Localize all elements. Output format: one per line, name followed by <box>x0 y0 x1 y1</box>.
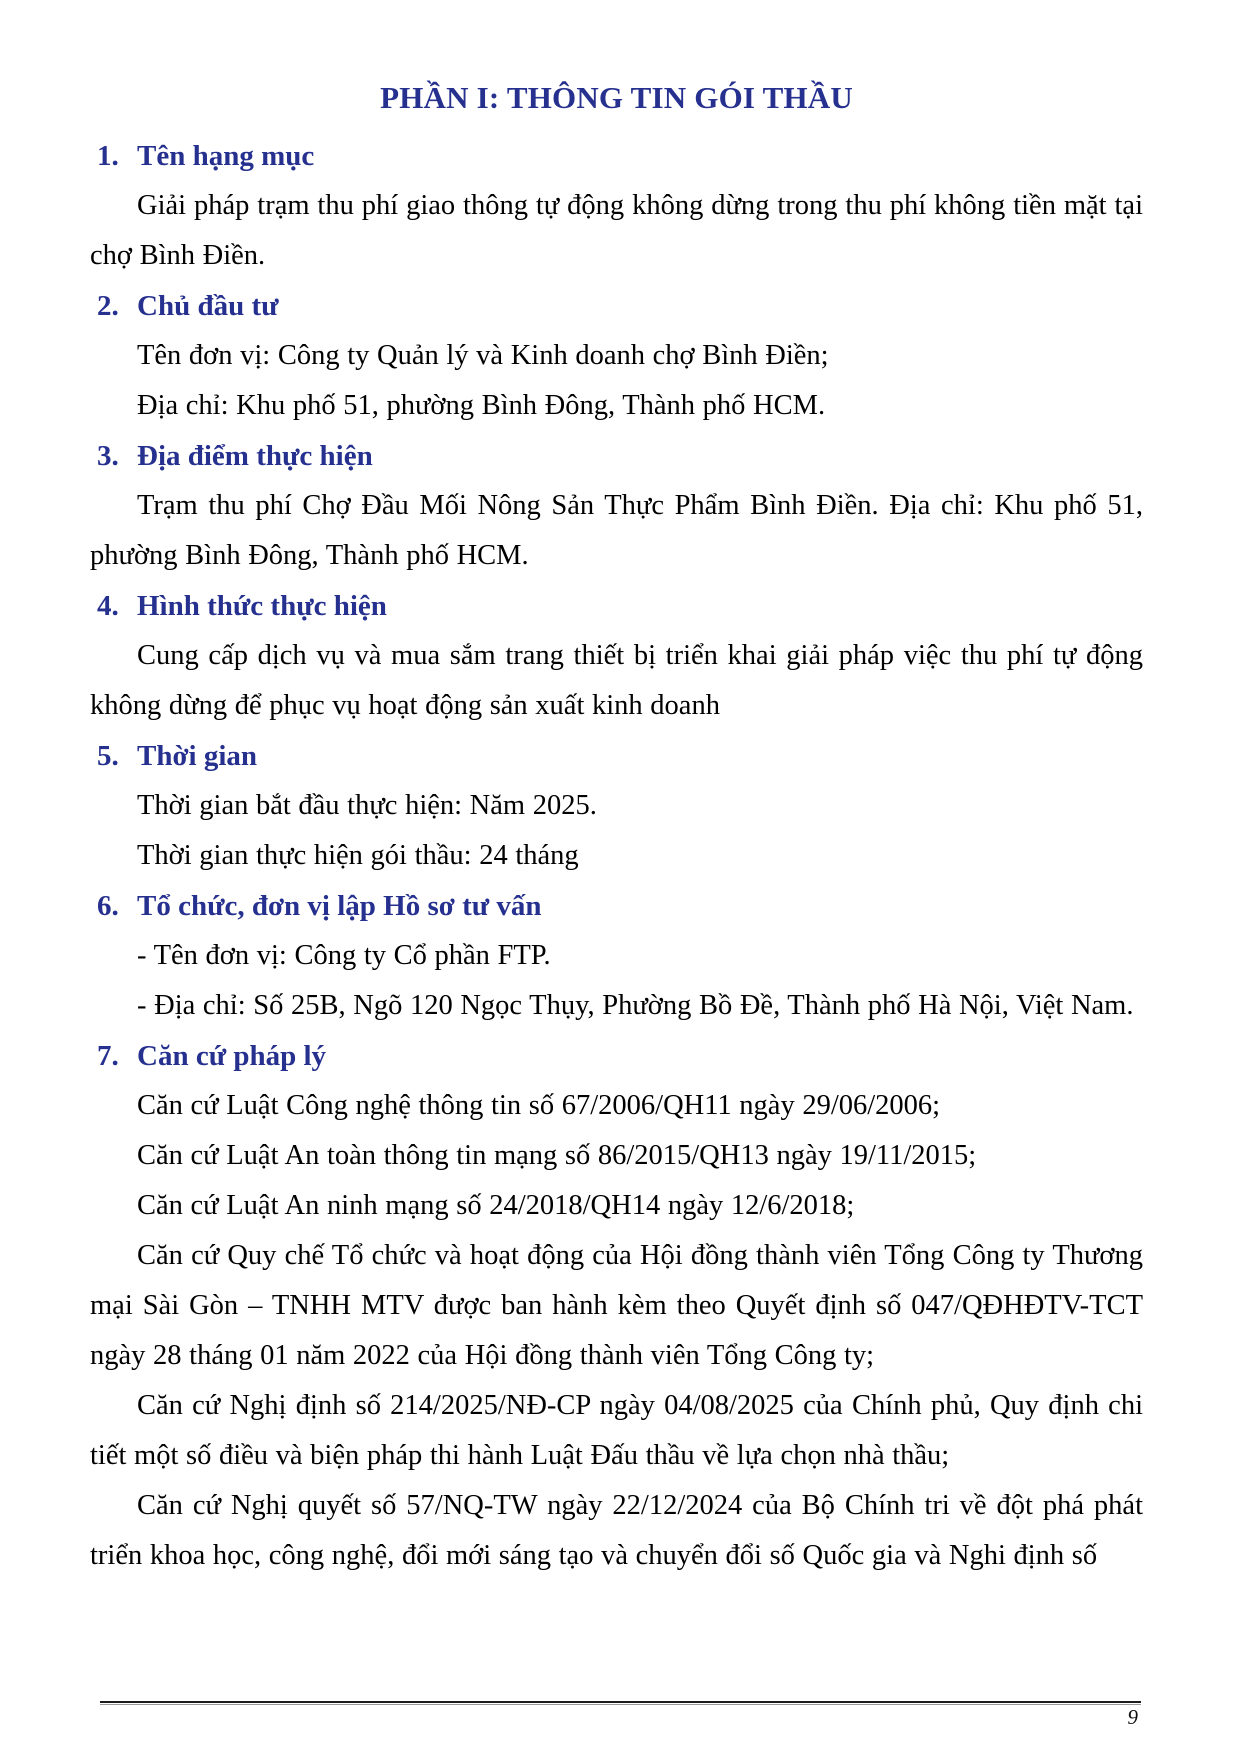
paragraph: Cung cấp dịch vụ và mua sắm trang thiết bị triển khai giải pháp việc thu phí tự động không dừng để phục vụ hoạt động sản xuất kinh doanh <box>90 640 1143 721</box>
paragraph: - Địa chỉ: Số 25B, Ngõ 120 Ngọc Thụy, Phường Bồ Đề, Thành phố Hà Nội, Việt Nam. <box>137 990 1134 1021</box>
paragraph: Căn cứ Nghị định số 214/2025/NĐ-CP ngày 04/08/2025 của Chính phủ, Quy định chi tiết một số điều và biện pháp thi hành Luật Đấu thầu về lựa chọn nhà thầu; <box>90 1390 1143 1471</box>
paragraph: Địa chỉ: Khu phố 51, phường Bình Đông, Thành phố HCM. <box>137 390 826 421</box>
section-heading <box>90 431 1143 481</box>
paragraph: Trạm thu phí Chợ Đầu Mối Nông Sản Thực Phẩm Bình Điền. Địa chỉ: Khu phố 51, phường Bình Đông, Thành phố HCM. <box>90 490 1143 571</box>
section-number: 2. <box>97 290 119 322</box>
section-title: Tổ chức, đơn vị lập Hồ sơ tư vấn <box>137 890 542 922</box>
paragraph: Căn cứ Luật An toàn thông tin mạng số 86/2015/QH13 ngày 19/11/2015; <box>137 1140 977 1171</box>
paragraph: Căn cứ Nghị quyết số 57/NQ-TW ngày 22/12/2024 của Bộ Chính tri về đột phá phát triển khoa học, công nghệ, đổi mới sáng tạo và chuyển đổi số Quốc gia và Nghi định số <box>90 1490 1143 1571</box>
section-dia-diem-thuc-hien <box>90 431 1143 581</box>
section-heading <box>90 581 1143 631</box>
section-to-chuc-don-vi-lap-ho-so <box>90 881 1143 1031</box>
section-title: Hình thức thực hiện <box>137 590 387 622</box>
section-number: 3. <box>97 440 119 472</box>
section-title: Căn cứ pháp lý <box>137 1040 327 1072</box>
document-content <box>90 78 1143 1581</box>
section-title: Chủ đầu tư <box>137 290 279 322</box>
section-can-cu-phap-ly <box>90 1031 1143 1581</box>
paragraph: - Tên đơn vị: Công ty Cổ phần FTP. <box>137 940 551 971</box>
paragraph: Tên đơn vị: Công ty Quản lý và Kinh doanh chợ Bình Điền; <box>137 340 829 371</box>
section-number: 7. <box>97 1040 119 1072</box>
page-footer <box>100 1701 1141 1729</box>
paragraph: Thời gian thực hiện gói thầu: 24 tháng <box>137 840 579 871</box>
section-number: 6. <box>97 890 119 922</box>
paragraph: Căn cứ Luật An ninh mạng số 24/2018/QH14 ngày 12/6/2018; <box>137 1190 855 1221</box>
section-heading <box>90 1031 1143 1081</box>
section-heading <box>90 131 1143 181</box>
paragraph: Thời gian bắt đầu thực hiện: Năm 2025. <box>137 790 597 821</box>
section-heading <box>90 281 1143 331</box>
section-ten-hang-muc <box>90 131 1143 281</box>
section-title: Tên hạng mục <box>137 140 315 172</box>
section-chu-dau-tu <box>90 281 1143 431</box>
section-thoi-gian <box>90 731 1143 881</box>
section-title: Thời gian <box>137 740 258 772</box>
section-number: 5. <box>97 740 119 772</box>
section-heading <box>90 731 1143 781</box>
paragraph: Căn cứ Luật Công nghệ thông tin số 67/2006/QH11 ngày 29/06/2006; <box>137 1090 941 1121</box>
section-title: Địa điểm thực hiện <box>137 440 373 472</box>
page-number: 9 <box>1127 1705 1138 1729</box>
section-number: 1. <box>97 140 119 172</box>
paragraph: Căn cứ Quy chế Tổ chức và hoạt động của Hội đồng thành viên Tổng Công ty Thương mại Sài Gòn – TNHH MTV được ban hành kèm theo Quyết định số 047/QĐHĐTV-TCT ngày 28 tháng 01 năm 2022 của Hội đồng thành viên Tổng Công ty; <box>90 1240 1143 1371</box>
section-number: 4. <box>97 590 119 622</box>
paragraph: Giải pháp trạm thu phí giao thông tự động không dừng trong thu phí không tiền mặt tại chợ Bình Điền. <box>90 190 1143 271</box>
section-hinh-thuc-thuc-hien <box>90 581 1143 731</box>
page-title: PHẦN I: THÔNG TIN GÓI THẦU <box>380 80 853 115</box>
section-heading <box>90 881 1143 931</box>
